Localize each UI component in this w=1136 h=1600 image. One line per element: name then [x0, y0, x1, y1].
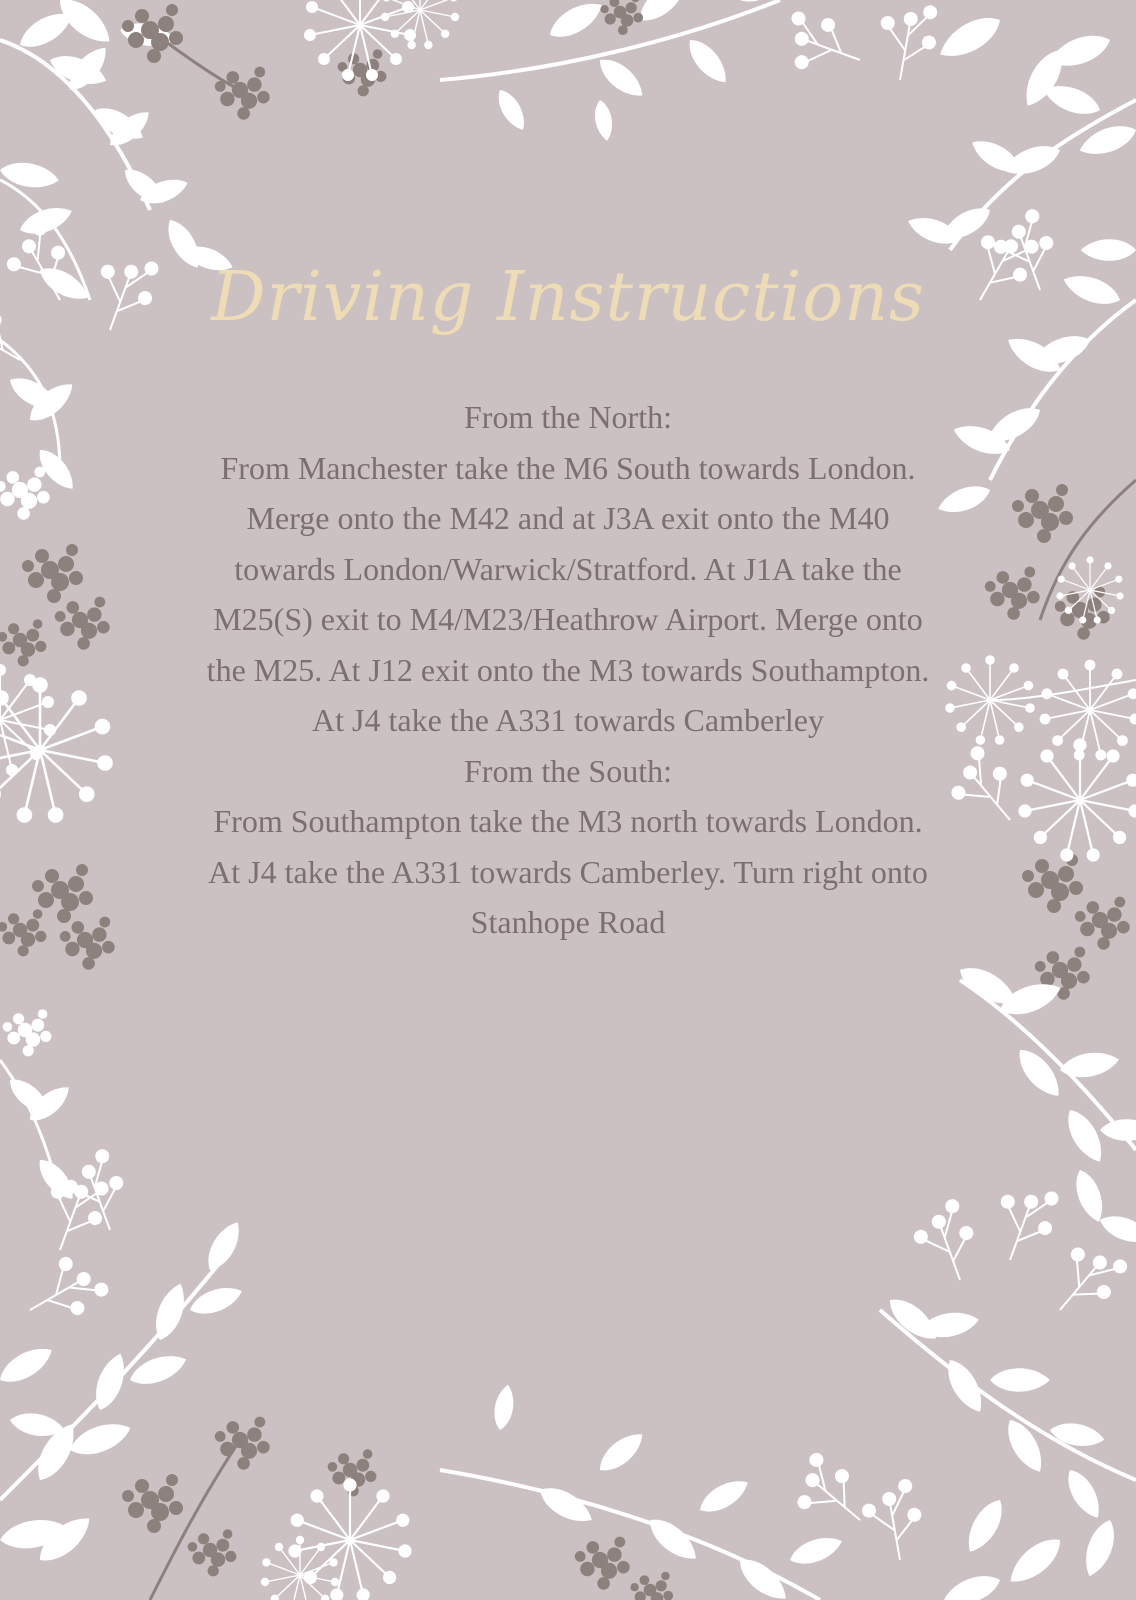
top-center-berries [600, 0, 643, 35]
top-center-foliage [440, 0, 793, 142]
bottom-center-foliage [440, 1383, 846, 1600]
south-heading: From the South: [463, 752, 672, 789]
directions-text [200, 392, 936, 948]
page-title: Driving Instructions [211, 258, 925, 337]
bottom-right-foliage [782, 1177, 1136, 1600]
bottom-umbels [262, 1480, 411, 1600]
top-umbels [305, 0, 459, 80]
south-directions: From Southampton take the M3 north towards London. At J4 take the A331 towards Camberley. Turn right onto Stanhope Road [208, 803, 928, 940]
bottom-left-foliage [0, 1147, 247, 1570]
north-heading: From the North: [464, 399, 672, 435]
bottom-left-berries [122, 1417, 376, 1600]
left-middle-berries [0, 544, 115, 970]
bottom-center-berries [575, 1537, 673, 1600]
right-middle-foliage [938, 557, 1136, 1249]
north-directions: From Manchester take the M6 South towards London. Merge onto the M42 and at J3A exit onto the M40 towards London/Warwick/Stratford. At J1A take the M25(S) exit to M4/M23/Heathrow Airport. Merge onto the M25. At J12 exit onto the M3 towards Southampton. At J4 take the A331 towards Camberley [206, 449, 930, 738]
top-left-berries [122, 4, 386, 120]
